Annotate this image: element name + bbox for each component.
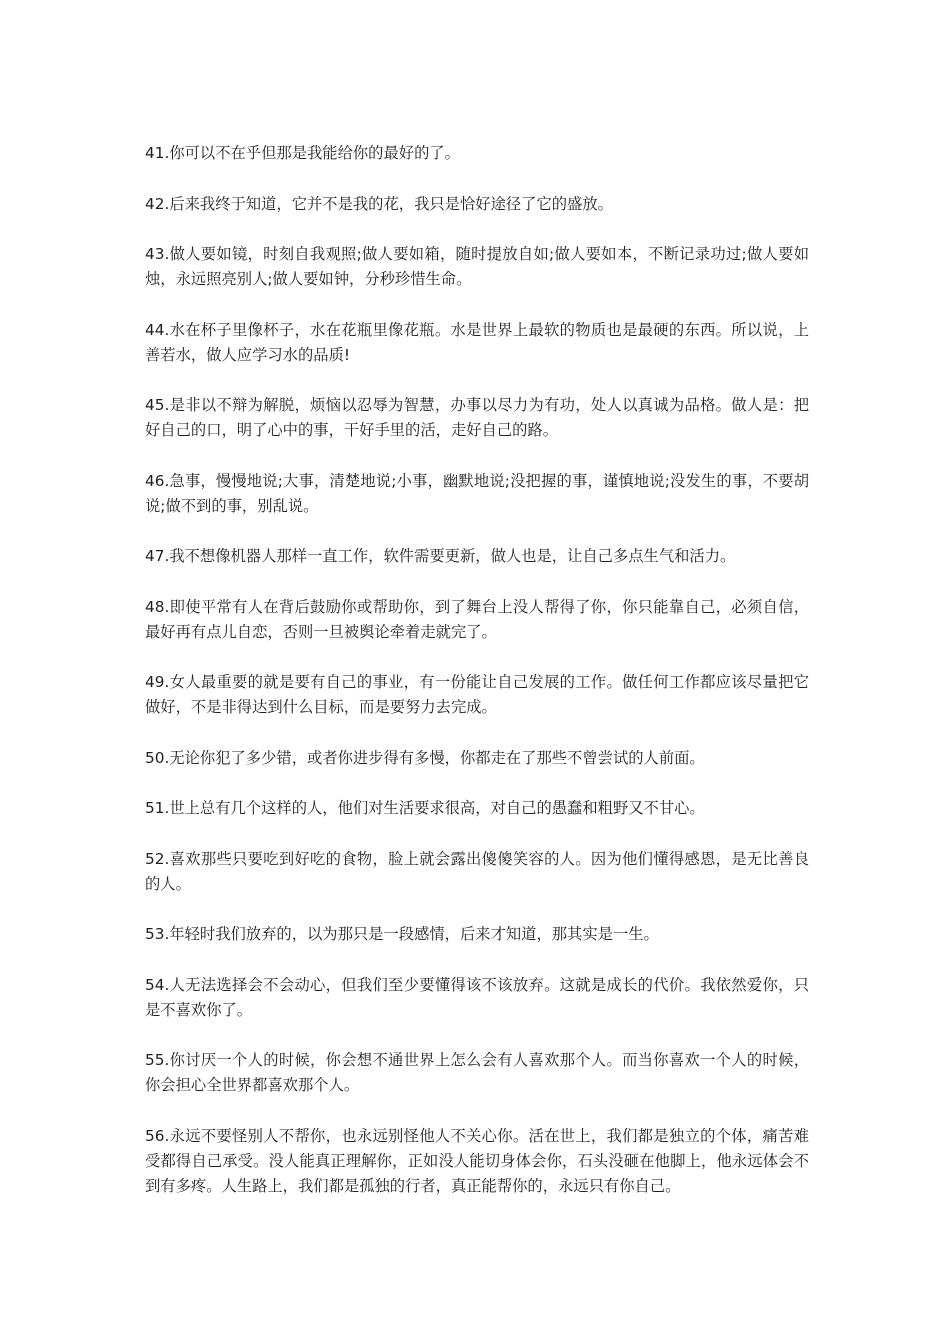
paragraph-52: 52.喜欢那些只要吃到好吃的食物，脸上就会露出傻傻笑容的人。因为他们懂得感恩，是无比善良的人。: [145, 849, 809, 893]
paragraph-48: 48.即使平常有人在背后鼓励你或帮助你，到了舞台上没人帮得了你，你只能靠自己，必须自信，最好再有点儿自恋，否则一旦被舆论牵着走就完了。: [145, 597, 809, 641]
paragraph-49: 49.女人最重要的就是要有自己的事业，有一份能让自己发展的工作。做任何工作都应该尽量把它做好，不是非得达到什么目标，而是要努力去完成。: [145, 673, 809, 716]
document-body: [145, 141, 809, 1224]
paragraph-45: 45.是非以不辩为解脱，烦恼以忍辱为智慧，办事以尽力为有功，处人以真诚为品格。做人是：把好自己的口，明了心中的事，干好手里的活，走好自己的路。: [145, 396, 809, 439]
paragraph-56: 56.永远不要怪别人不帮你，也永远别怪他人不关心你。活在世上，我们都是独立的个体，痛苦难受都得自己承受。没人能真正理解你，正如没人能切身体会你，石头没砸在他脚上，他永远体会不到有多疼。人生路上，我们都是孤独的行者，真正能帮你的，永远只有你自己。: [145, 1126, 809, 1195]
paragraph-53: 53.年轻时我们放弃的，以为那只是一段感情，后来才知道，那其实是一生。: [145, 925, 659, 943]
paragraph-55: 55.你讨厌一个人的时候，你会想不通世界上怎么会有人喜欢那个人。而当你喜欢一个人的时候，你会担心全世界都喜欢那个人。: [145, 1051, 809, 1094]
paragraph-50: 50.无论你犯了多少错，或者你进步得有多慢，你都走在了那些不曾尝试的人前面。: [145, 748, 705, 767]
paragraph-47: 47.我不想像机器人那样一直工作，软件需要更新，做人也是，让自己多点生气和活力。: [145, 547, 736, 565]
paragraph-42: 42.后来我终于知道，它并不是我的花，我只是恰好途径了它的盛放。: [145, 194, 613, 213]
paragraph-43: 43.做人要如镜，时刻自我观照;做人要如箱，随时提放自如;做人要如本，不断记录功过;做人要如烛，永远照亮别人;做人要如钟，分秒珍惜生命。: [145, 245, 809, 288]
paragraph-44: 44.水在杯子里像杯子，水在花瓶里像花瓶。水是世界上最软的物质也是最硬的东西。所以说，上善若水，做人应学习水的品质!: [145, 320, 809, 364]
paragraph-54: 54.人无法选择会不会动心，但我们至少要懂得该不该放弃。这就是成长的代价。我依然爱你，只是不喜欢你了。: [145, 975, 809, 1019]
paragraph-51: 51.世上总有几个这样的人，他们对生活要求很高，对自己的愚蠢和粗野又不甘心。: [145, 799, 705, 817]
paragraph-41: 41.你可以不在乎但那是我能给你的最好的了。: [145, 144, 460, 162]
paragraph-46: 46.急事，慢慢地说;大事，清楚地说;小事，幽默地说;没把握的事，谨慎地说;没发生的事，不要胡说;做不到的事，别乱说。: [145, 471, 809, 515]
